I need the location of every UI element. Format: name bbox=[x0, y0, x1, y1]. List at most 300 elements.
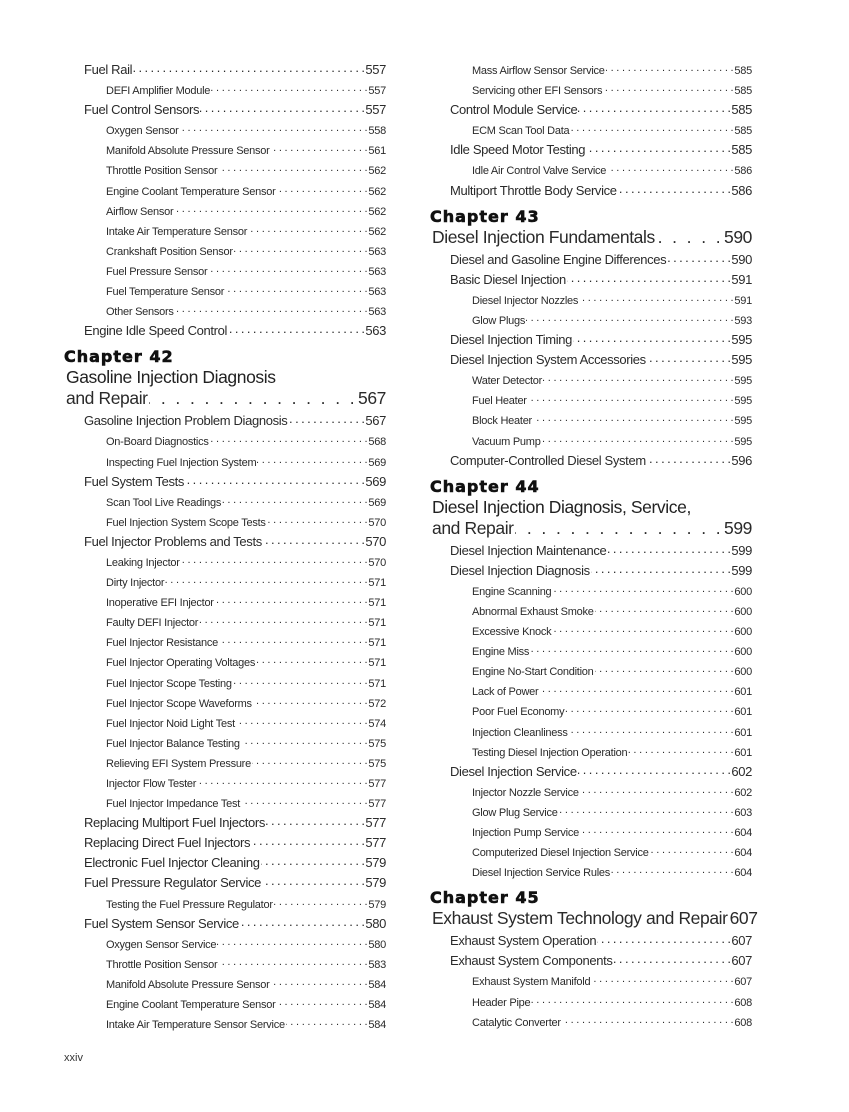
toc-entry bbox=[64, 530, 386, 550]
entry-title: Fuel Heater bbox=[472, 395, 527, 408]
page-number: 599 bbox=[731, 562, 752, 578]
entry-title: Airflow Sensor bbox=[106, 205, 174, 218]
entry-title: Engine Coolant Temperature Sensor bbox=[106, 999, 276, 1012]
page-number: 596 bbox=[731, 452, 752, 468]
toc-left-column bbox=[64, 58, 386, 1032]
toc-subentry bbox=[430, 860, 752, 880]
page-number: 577 bbox=[365, 815, 386, 831]
page-number: 583 bbox=[368, 958, 386, 971]
page-number: 577 bbox=[365, 835, 386, 851]
dot-leader bbox=[210, 429, 368, 445]
entry-title: Excessive Knock bbox=[472, 626, 552, 639]
toc-subentry bbox=[430, 990, 752, 1010]
dot-leader bbox=[253, 691, 368, 707]
toc-entry bbox=[64, 470, 386, 490]
entry-title: Control Module Service bbox=[450, 102, 578, 118]
dot-leader bbox=[559, 800, 734, 816]
toc-subentry bbox=[64, 630, 386, 650]
page-number: 584 bbox=[368, 999, 386, 1012]
entry-title: Fuel Injector Scope Waveforms bbox=[106, 697, 252, 710]
dot-leader bbox=[530, 639, 733, 655]
toc-subentry bbox=[64, 691, 386, 711]
entry-title: Intake Air Temperature Sensor Service bbox=[106, 1019, 285, 1032]
page-number: 595 bbox=[731, 332, 752, 348]
entry-title: Manifold Absolute Pressure Sensor bbox=[106, 978, 270, 991]
toc-entry bbox=[430, 929, 752, 949]
page-number: 590 bbox=[724, 226, 752, 247]
dot-leader bbox=[595, 599, 734, 615]
page-number: 580 bbox=[365, 915, 386, 931]
page-number: 593 bbox=[734, 314, 752, 327]
toc-entry bbox=[430, 348, 752, 368]
dot-leader bbox=[591, 969, 733, 985]
toc-entry bbox=[430, 138, 752, 158]
toc-subentry bbox=[64, 932, 386, 952]
page-number: 595 bbox=[734, 395, 752, 408]
page-number: 602 bbox=[734, 786, 752, 799]
page-number: 599 bbox=[724, 517, 752, 538]
toc-entry bbox=[64, 58, 386, 78]
dot-leader bbox=[286, 1012, 368, 1028]
toc-subentry bbox=[64, 158, 386, 178]
toc-subentry bbox=[430, 740, 752, 760]
dot-leader bbox=[277, 179, 368, 195]
page-number: 585 bbox=[731, 142, 752, 158]
dot-leader bbox=[267, 510, 368, 526]
chapter-title bbox=[64, 388, 386, 409]
dot-leader bbox=[603, 78, 733, 94]
toc-subentry bbox=[430, 388, 752, 408]
dot-leader bbox=[552, 579, 733, 595]
page-number: 571 bbox=[368, 577, 386, 590]
toc-subentry bbox=[64, 78, 386, 98]
dot-leader bbox=[606, 58, 734, 74]
entry-title: Water Detector bbox=[472, 375, 543, 388]
toc-subentry bbox=[430, 820, 752, 840]
dot-leader bbox=[597, 929, 730, 945]
page-number: 574 bbox=[368, 717, 386, 730]
dot-leader bbox=[580, 820, 733, 836]
toc-entry bbox=[64, 811, 386, 831]
dot-leader bbox=[271, 972, 368, 988]
page-number: 602 bbox=[731, 763, 752, 779]
toc-subentry bbox=[64, 118, 386, 138]
dot-leader bbox=[257, 450, 367, 466]
dot-leader bbox=[251, 831, 364, 847]
entry-title: Fuel Injector Operating Voltages bbox=[106, 657, 256, 670]
dot-leader bbox=[263, 530, 364, 546]
dot-leader bbox=[570, 118, 733, 134]
dot-leader bbox=[607, 539, 730, 555]
dot-leader bbox=[217, 932, 367, 948]
page-number: 595 bbox=[731, 352, 752, 368]
page-number: 563 bbox=[368, 286, 386, 299]
page-number: 604 bbox=[734, 867, 752, 880]
page-number: 590 bbox=[731, 251, 752, 267]
page-number: 569 bbox=[368, 456, 386, 469]
entry-title: Catalytic Converter bbox=[472, 1016, 561, 1029]
toc-subentry bbox=[64, 992, 386, 1012]
page-number: 570 bbox=[368, 556, 386, 569]
dot-leader bbox=[236, 711, 367, 727]
entry-title: Oxygen Sensor bbox=[106, 125, 179, 138]
page-number: 571 bbox=[368, 617, 386, 630]
dot-leader bbox=[199, 610, 367, 626]
page-number: 570 bbox=[365, 533, 386, 549]
dot-leader bbox=[552, 619, 733, 635]
entry-title: Idle Air Control Valve Service bbox=[472, 165, 607, 178]
dot-leader bbox=[565, 699, 733, 715]
entry-title: Fuel Injector Problems and Tests bbox=[84, 533, 262, 549]
page-number: 567 bbox=[365, 413, 386, 429]
dot-leader bbox=[539, 679, 733, 695]
entry-title: Computer-Controlled Diesel System bbox=[450, 452, 646, 468]
entry-title: Diesel Injection System Accessories bbox=[450, 352, 646, 368]
page-number: 567 bbox=[358, 388, 386, 409]
dot-leader bbox=[222, 490, 367, 506]
chapter-title bbox=[430, 497, 752, 518]
entry-title: Lack of Power bbox=[472, 686, 539, 699]
entry-title: DEFI Amplifier Module bbox=[106, 85, 211, 98]
dot-leader bbox=[586, 138, 730, 154]
toc-subentry bbox=[64, 791, 386, 811]
toc-subentry bbox=[64, 299, 386, 319]
toc-subentry bbox=[64, 199, 386, 219]
dot-leader bbox=[266, 811, 364, 827]
entry-title: Exhaust System Manifold bbox=[472, 976, 591, 989]
page-number: 563 bbox=[368, 265, 386, 278]
page-number: 571 bbox=[368, 657, 386, 670]
entry-title: Throttle Position Sensor bbox=[106, 958, 218, 971]
toc-entry bbox=[430, 98, 752, 118]
dot-leader bbox=[569, 720, 734, 736]
dot-leader bbox=[225, 279, 367, 295]
toc-subentry bbox=[430, 78, 752, 98]
toc-subentry bbox=[64, 429, 386, 449]
toc-entry bbox=[430, 539, 752, 559]
entry-title: Gasoline Injection Problem Diagnosis bbox=[84, 413, 288, 429]
toc-subentry bbox=[64, 490, 386, 510]
toc-subentry bbox=[430, 780, 752, 800]
entry-title: and Repair bbox=[432, 517, 514, 538]
toc-subentry bbox=[64, 590, 386, 610]
page-number: 562 bbox=[368, 205, 386, 218]
toc-entry bbox=[430, 248, 752, 268]
entry-title: Dirty Injector bbox=[106, 577, 165, 590]
page-number: 600 bbox=[734, 626, 752, 639]
entry-title: Manifold Absolute Pressure Sensor bbox=[106, 145, 270, 158]
toc-subentry bbox=[64, 450, 386, 470]
toc-subentry bbox=[430, 58, 752, 78]
page-number: 601 bbox=[734, 686, 752, 699]
dot-leader bbox=[274, 892, 368, 908]
entry-title: Abnormal Exhaust Smoke bbox=[472, 605, 594, 618]
page-number: 563 bbox=[365, 323, 386, 339]
toc-subentry bbox=[64, 751, 386, 771]
dot-leader bbox=[277, 992, 368, 1008]
toc-subentry bbox=[64, 952, 386, 972]
entry-title: Testing the Fuel Pressure Regulator bbox=[106, 898, 273, 911]
page-number: 568 bbox=[368, 436, 386, 449]
page-number: 580 bbox=[368, 938, 386, 951]
entry-title: Diesel Injection Timing bbox=[450, 332, 573, 348]
entry-title: Chapter 44 bbox=[430, 476, 540, 496]
entry-title: Fuel Rail bbox=[84, 62, 133, 77]
toc-entry bbox=[64, 98, 386, 118]
page-number: 601 bbox=[734, 746, 752, 759]
toc-subentry bbox=[64, 550, 386, 570]
toc-subentry bbox=[64, 239, 386, 259]
dot-leader bbox=[208, 259, 367, 275]
dot-leader bbox=[628, 740, 733, 756]
dot-leader bbox=[271, 138, 368, 154]
toc-subentry bbox=[430, 599, 752, 619]
dot-leader bbox=[211, 78, 367, 94]
dot-leader bbox=[165, 570, 367, 586]
toc-subentry bbox=[430, 1010, 752, 1030]
page-number: 601 bbox=[734, 706, 752, 719]
dot-leader bbox=[252, 751, 367, 767]
entry-title: Chapter 45 bbox=[430, 888, 540, 908]
dot-leader bbox=[526, 308, 733, 324]
dot-leader bbox=[248, 219, 367, 235]
entry-title: Injector Flow Tester bbox=[106, 778, 197, 790]
dot-leader bbox=[181, 550, 368, 566]
toc-entry bbox=[64, 409, 386, 429]
entry-title: Fuel Injector Noid Light Test bbox=[106, 717, 235, 730]
dot-leader bbox=[175, 299, 368, 315]
entry-title: Injection Cleanliness bbox=[472, 726, 568, 739]
dot-leader bbox=[185, 470, 364, 486]
entry-title: Testing Diesel Injection Operation bbox=[472, 746, 628, 759]
dot-leader bbox=[233, 671, 368, 687]
dot-leader bbox=[149, 388, 357, 404]
dot-leader bbox=[180, 118, 368, 134]
toc-subentry bbox=[430, 408, 752, 428]
toc-entry bbox=[430, 179, 752, 199]
page-number: 563 bbox=[368, 306, 386, 319]
entry-title: Fuel Injector Balance Testing bbox=[106, 737, 240, 750]
dot-leader bbox=[288, 409, 364, 425]
page-number: 601 bbox=[734, 726, 752, 739]
dot-leader bbox=[578, 98, 730, 114]
toc-subentry bbox=[430, 639, 752, 659]
entry-title: Header Pipe bbox=[472, 996, 531, 1009]
dot-leader bbox=[241, 731, 368, 747]
entry-title: Fuel Pressure Sensor bbox=[106, 265, 208, 278]
toc-subentry bbox=[430, 840, 752, 860]
toc-entry bbox=[64, 871, 386, 891]
dot-leader bbox=[614, 949, 731, 965]
entry-title: Fuel Temperature Sensor bbox=[106, 286, 225, 299]
dot-leader bbox=[573, 328, 730, 344]
dot-leader bbox=[667, 248, 730, 264]
entry-title: Chapter 42 bbox=[64, 347, 174, 367]
page-number: 586 bbox=[731, 182, 752, 198]
page-number: xxiv bbox=[64, 1052, 83, 1064]
entry-title: Computerized Diesel Injection Service bbox=[472, 847, 649, 860]
chapter-number bbox=[430, 199, 752, 227]
toc-subentry bbox=[64, 510, 386, 530]
entry-title: Diesel and Gasoline Engine Differences bbox=[450, 251, 667, 267]
page-number: 572 bbox=[368, 697, 386, 710]
toc-subentry bbox=[64, 259, 386, 279]
dot-leader bbox=[656, 227, 723, 243]
toc-subentry bbox=[64, 219, 386, 239]
dot-leader bbox=[240, 912, 364, 928]
dot-leader bbox=[219, 630, 367, 646]
dot-leader bbox=[579, 288, 733, 304]
dot-leader bbox=[562, 1010, 734, 1026]
page-number: 603 bbox=[734, 806, 752, 819]
page-number: 569 bbox=[368, 496, 386, 509]
dot-leader bbox=[515, 518, 723, 534]
dot-leader bbox=[234, 239, 368, 255]
entry-title: and Repair bbox=[66, 388, 148, 409]
entry-title: Multiport Throttle Body Service bbox=[450, 182, 617, 198]
entry-title: Fuel System Sensor Service bbox=[84, 915, 239, 931]
dot-leader bbox=[261, 851, 365, 867]
toc-entry bbox=[430, 328, 752, 348]
entry-title: Glow Plug Service bbox=[472, 806, 558, 819]
entry-title: Diesel Injection Diagnosis, Service, bbox=[432, 496, 691, 517]
toc-entry bbox=[64, 912, 386, 932]
entry-title: Fuel Injection System Scope Tests bbox=[106, 516, 266, 529]
page-number: 562 bbox=[368, 165, 386, 178]
page-number: 557 bbox=[365, 62, 386, 77]
chapter-title bbox=[430, 227, 752, 248]
page-number: 600 bbox=[734, 605, 752, 618]
toc-subentry bbox=[64, 892, 386, 912]
page-number: 595 bbox=[734, 375, 752, 388]
dot-leader bbox=[611, 860, 733, 876]
entry-title: Diesel Injection Fundamentals bbox=[432, 226, 655, 247]
entry-title: Vacuum Pump bbox=[472, 435, 541, 448]
page-number: 608 bbox=[734, 996, 752, 1009]
toc-entry bbox=[430, 760, 752, 780]
entry-title: Fuel Pressure Regulator Service bbox=[84, 875, 262, 891]
page-number: 579 bbox=[365, 855, 386, 871]
page-number: 577 bbox=[368, 798, 386, 811]
page-number: 604 bbox=[734, 827, 752, 839]
page-number: 600 bbox=[734, 666, 752, 679]
toc-entry bbox=[64, 831, 386, 851]
page-number: 575 bbox=[368, 737, 386, 750]
toc-entry bbox=[430, 449, 752, 469]
dot-leader bbox=[567, 268, 731, 284]
toc-subentry bbox=[64, 179, 386, 199]
page-number: 561 bbox=[368, 145, 386, 158]
toc-entry bbox=[430, 949, 752, 969]
entry-title: Glow Plugs bbox=[472, 314, 526, 327]
entry-title: Block Heater bbox=[472, 415, 532, 428]
entry-title: Gasoline Injection Diagnosis bbox=[66, 367, 276, 388]
page-number: 585 bbox=[734, 65, 752, 77]
entry-title: Leaking Injector bbox=[106, 556, 180, 569]
entry-title: Inoperative EFI Injector bbox=[106, 597, 214, 610]
toc-subentry bbox=[430, 659, 752, 679]
page-number: 579 bbox=[365, 875, 386, 891]
toc-subentry bbox=[430, 619, 752, 639]
dot-leader bbox=[197, 771, 367, 787]
dot-leader bbox=[218, 952, 367, 968]
page-number: 575 bbox=[368, 757, 386, 770]
dot-leader bbox=[200, 98, 364, 114]
page-number: 571 bbox=[368, 677, 386, 690]
dot-leader bbox=[650, 840, 734, 856]
toc-subentry bbox=[430, 368, 752, 388]
page-number: 563 bbox=[368, 245, 386, 258]
dot-leader bbox=[543, 368, 733, 384]
page-number: 591 bbox=[734, 294, 752, 307]
toc-right-column bbox=[430, 58, 758, 1030]
entry-title: Diesel Injection Service bbox=[450, 763, 577, 779]
page-number: 599 bbox=[731, 542, 752, 558]
entry-title: Idle Speed Motor Testing bbox=[450, 142, 586, 158]
toc-subentry bbox=[64, 711, 386, 731]
entry-title: Crankshaft Position Sensor bbox=[106, 245, 233, 258]
chapter-title bbox=[430, 908, 758, 929]
chapter-number bbox=[430, 880, 752, 908]
entry-title: Throttle Position Sensor bbox=[106, 165, 218, 178]
dot-leader bbox=[607, 158, 733, 174]
page-number: 607 bbox=[731, 953, 752, 969]
toc-subentry bbox=[430, 720, 752, 740]
page-number: 571 bbox=[368, 637, 386, 650]
entry-title: Mass Airflow Sensor Service bbox=[472, 65, 605, 77]
page-number: 558 bbox=[368, 125, 386, 138]
dot-leader bbox=[591, 559, 731, 575]
dot-leader bbox=[174, 199, 367, 215]
entry-title: Engine Idle Speed Control bbox=[84, 323, 228, 339]
dot-leader bbox=[578, 760, 731, 776]
entry-title: Scan Tool Live Readings bbox=[106, 496, 222, 509]
entry-title: Inspecting Fuel Injection System bbox=[106, 456, 257, 469]
entry-title: Engine No-Start Condition bbox=[472, 666, 594, 679]
page-number: 577 bbox=[368, 778, 386, 790]
toc-subentry bbox=[430, 429, 752, 449]
entry-title: Engine Coolant Temperature Sensor bbox=[106, 185, 276, 198]
entry-title: Basic Diesel Injection bbox=[450, 271, 566, 287]
page-number: 570 bbox=[368, 516, 386, 529]
dot-leader bbox=[133, 58, 364, 74]
toc-subentry bbox=[430, 699, 752, 719]
entry-title: Intake Air Temperature Sensor bbox=[106, 225, 248, 238]
toc-entry bbox=[430, 268, 752, 288]
dot-leader bbox=[256, 650, 367, 666]
entry-title: Servicing other EFI Sensors bbox=[472, 85, 603, 98]
toc-subentry bbox=[64, 279, 386, 299]
entry-title: ECM Scan Tool Data bbox=[472, 125, 570, 138]
entry-title: Diesel Injection Service Rules bbox=[472, 867, 611, 880]
entry-title: Engine Scanning bbox=[472, 585, 552, 598]
page-number: 607 bbox=[734, 976, 752, 989]
page-number: 604 bbox=[734, 847, 752, 860]
dot-leader bbox=[618, 179, 731, 195]
page-number: 557 bbox=[368, 85, 386, 98]
page-number: 595 bbox=[734, 435, 752, 448]
toc-subentry bbox=[430, 800, 752, 820]
page-number: 591 bbox=[731, 271, 752, 287]
toc-subentry bbox=[430, 118, 752, 138]
entry-title: Oxygen Sensor Service bbox=[106, 938, 217, 951]
toc-subentry bbox=[430, 679, 752, 699]
page-number: 585 bbox=[734, 85, 752, 98]
entry-title: Exhaust System Technology and Repair bbox=[432, 908, 728, 929]
entry-title: Fuel Control Sensors bbox=[84, 102, 200, 118]
dot-leader bbox=[228, 319, 364, 335]
dot-leader bbox=[218, 158, 367, 174]
